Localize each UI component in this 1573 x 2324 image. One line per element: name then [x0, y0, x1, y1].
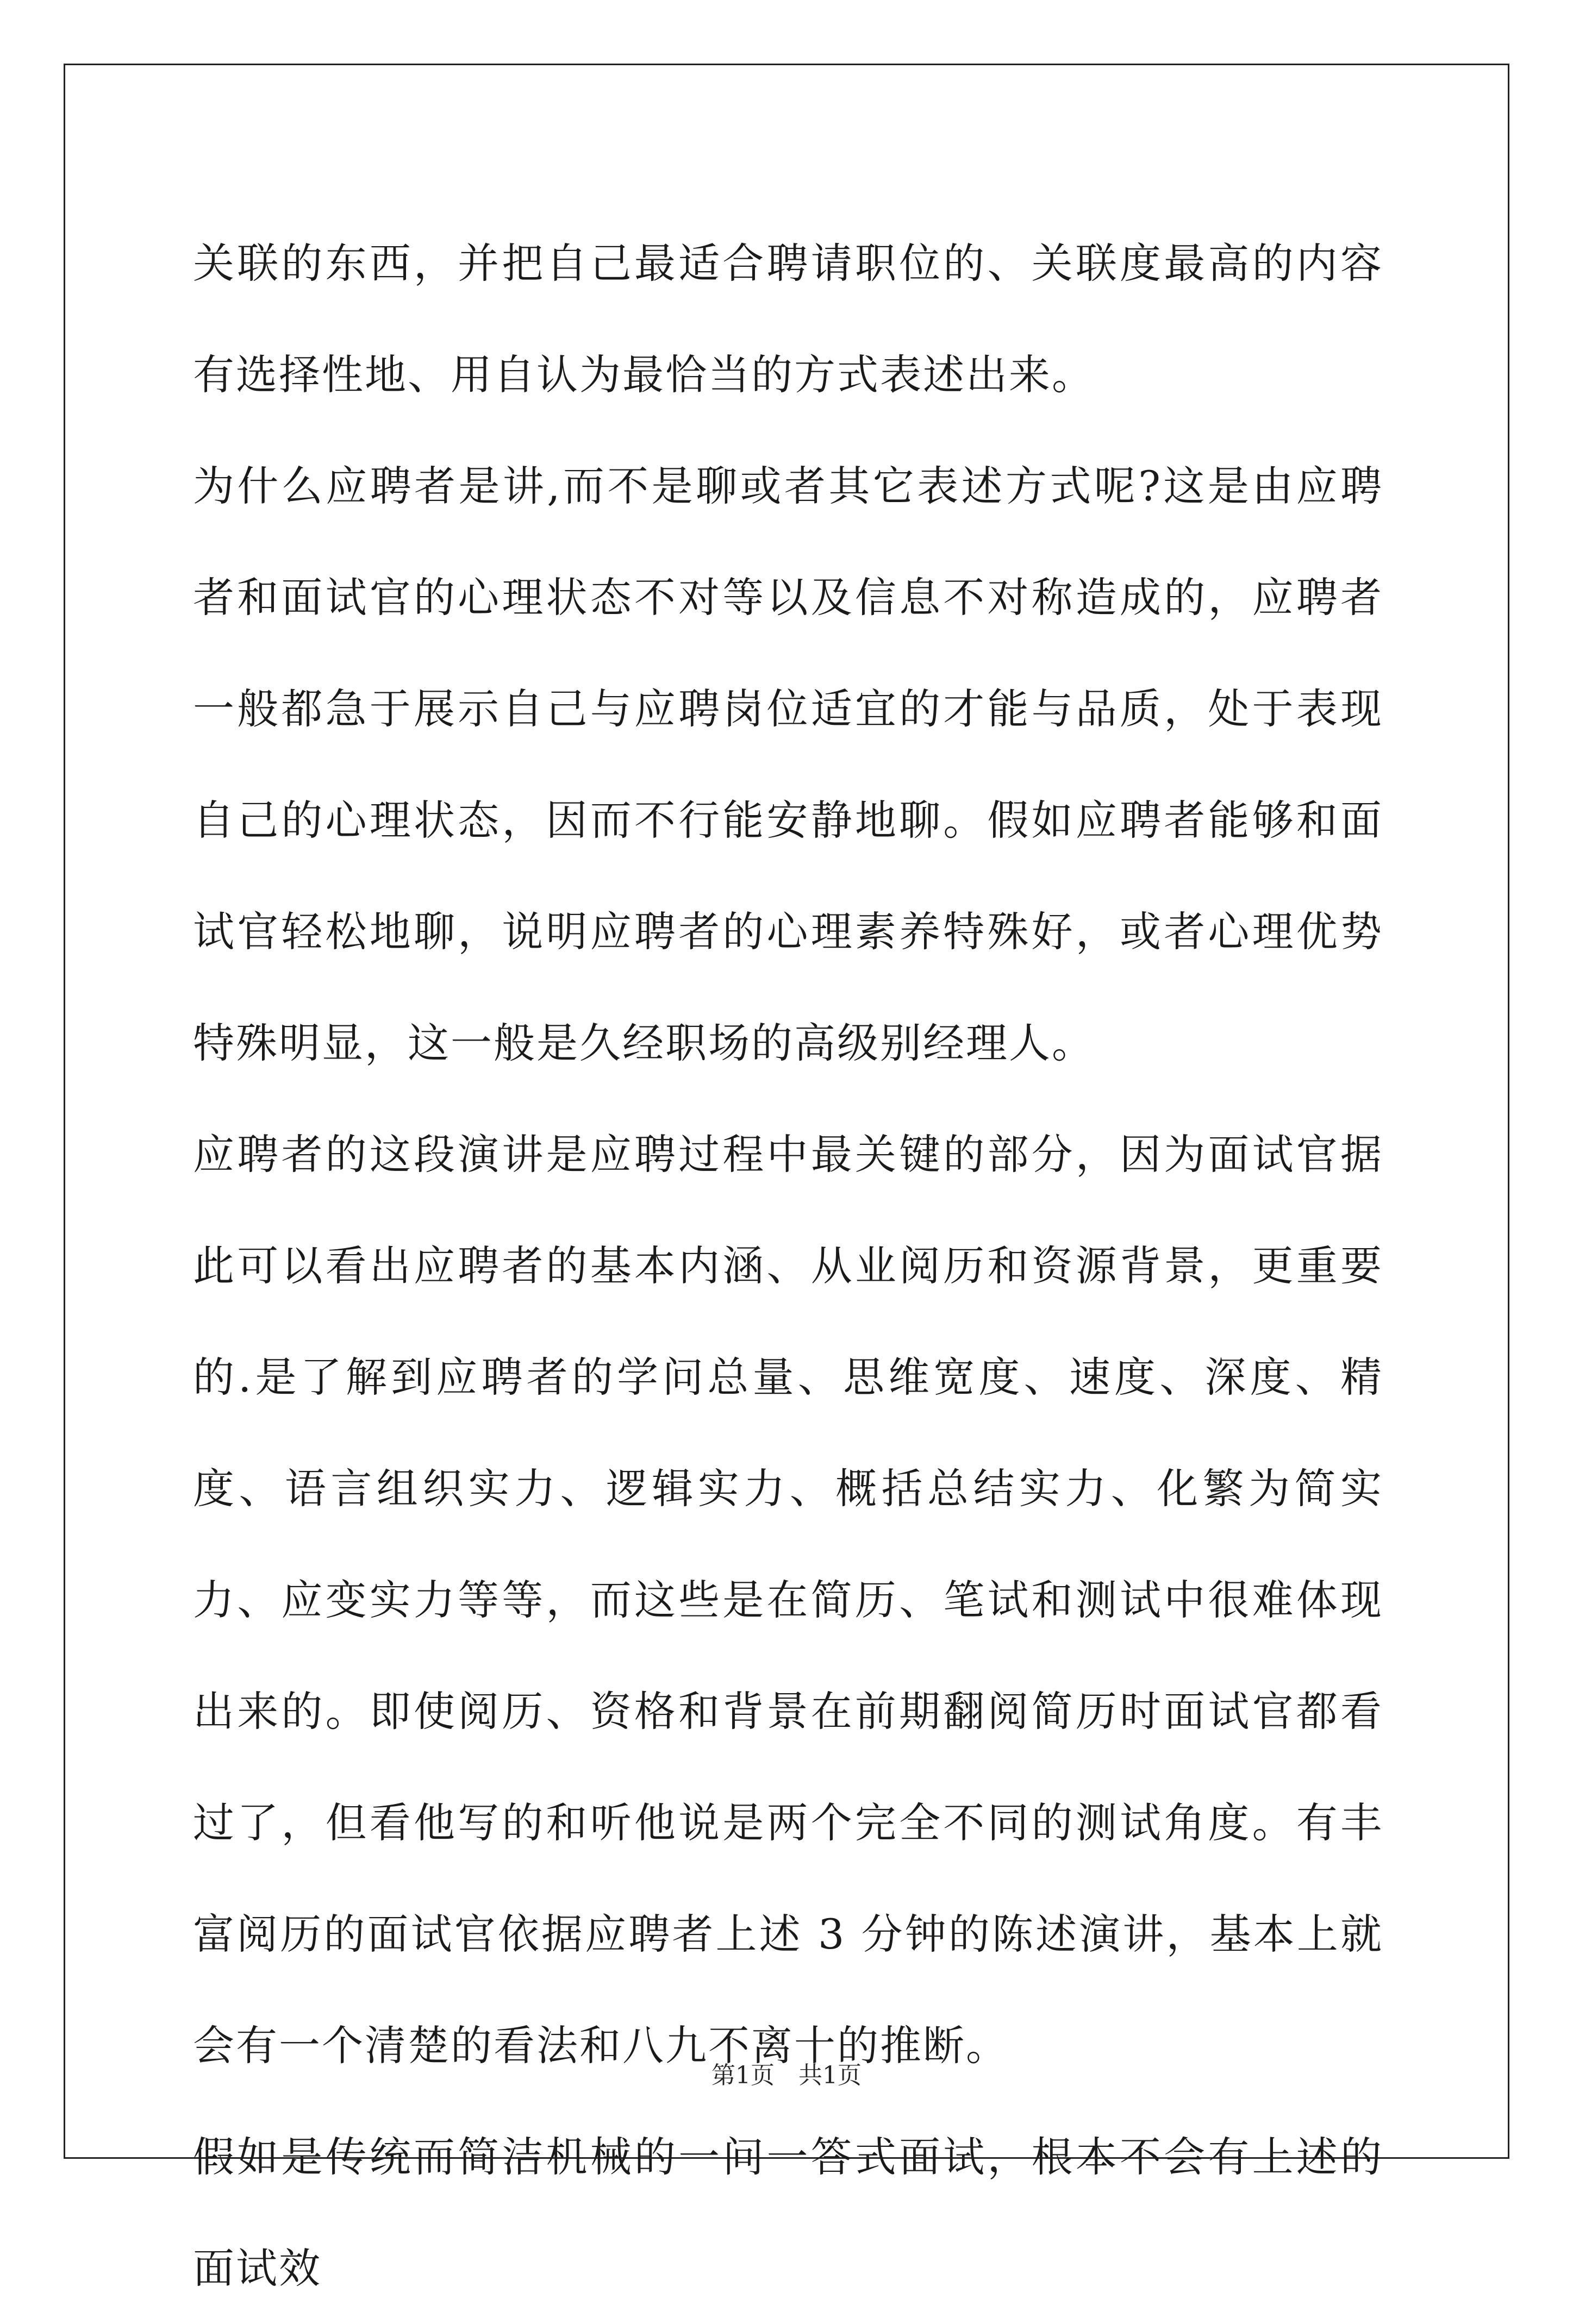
page-number-footer: 第1页 共1页 — [711, 2062, 862, 2089]
paragraph: 应聘者的这段演讲是应聘过程中最关键的部分，因为面试官据此可以看出应聘者的基本内涵、从业阅历和资源背景，更重要的.是了解到应聘者的学问总量、思维宽度、速度、深度、精度、语言组织实力、逻辑实力、概括总结实力、化繁为简实力、应变实力等等，而这些是在简历、笔试和测试中很难体现出来的。即使阅历、资格和背景在前期翻阅简历时面试官都看过了，但看他写的和听他说是两个完全不同的测试角度。有丰富阅历的面试官依据应聘者上述 3 分钟的陈述演讲，基本上就会有一个清楚的看法和八九不离十的推断。 — [193, 1130, 1383, 2070]
document-body — [193, 208, 1383, 2324]
paragraph: 为什么应聘者是讲,而不是聊或者其它表述方式呢?这是由应聘者和面试官的心理状态不对等以及信息不对称造成的，应聘者一般都急于展示自己与应聘岗位适宜的才能与品质，处于表现自己的心理状态，因而不行能安静地聊。假如应聘者能够和面试官轻松地聊，说明应聘者的心理素养特殊好，或者心理优势特殊明显，这一般是久经职场的高级别经理人。 — [193, 462, 1383, 1067]
paragraph: 假如是传统而简洁机械的一问一答式面试，根本不会有上述的面试效 — [193, 2133, 1383, 2292]
paragraph: 关联的东西，并把自己最适合聘请职位的、关联度最高的内容有选择性地、用自认为最恰当的方式表述出来。 — [193, 239, 1383, 399]
